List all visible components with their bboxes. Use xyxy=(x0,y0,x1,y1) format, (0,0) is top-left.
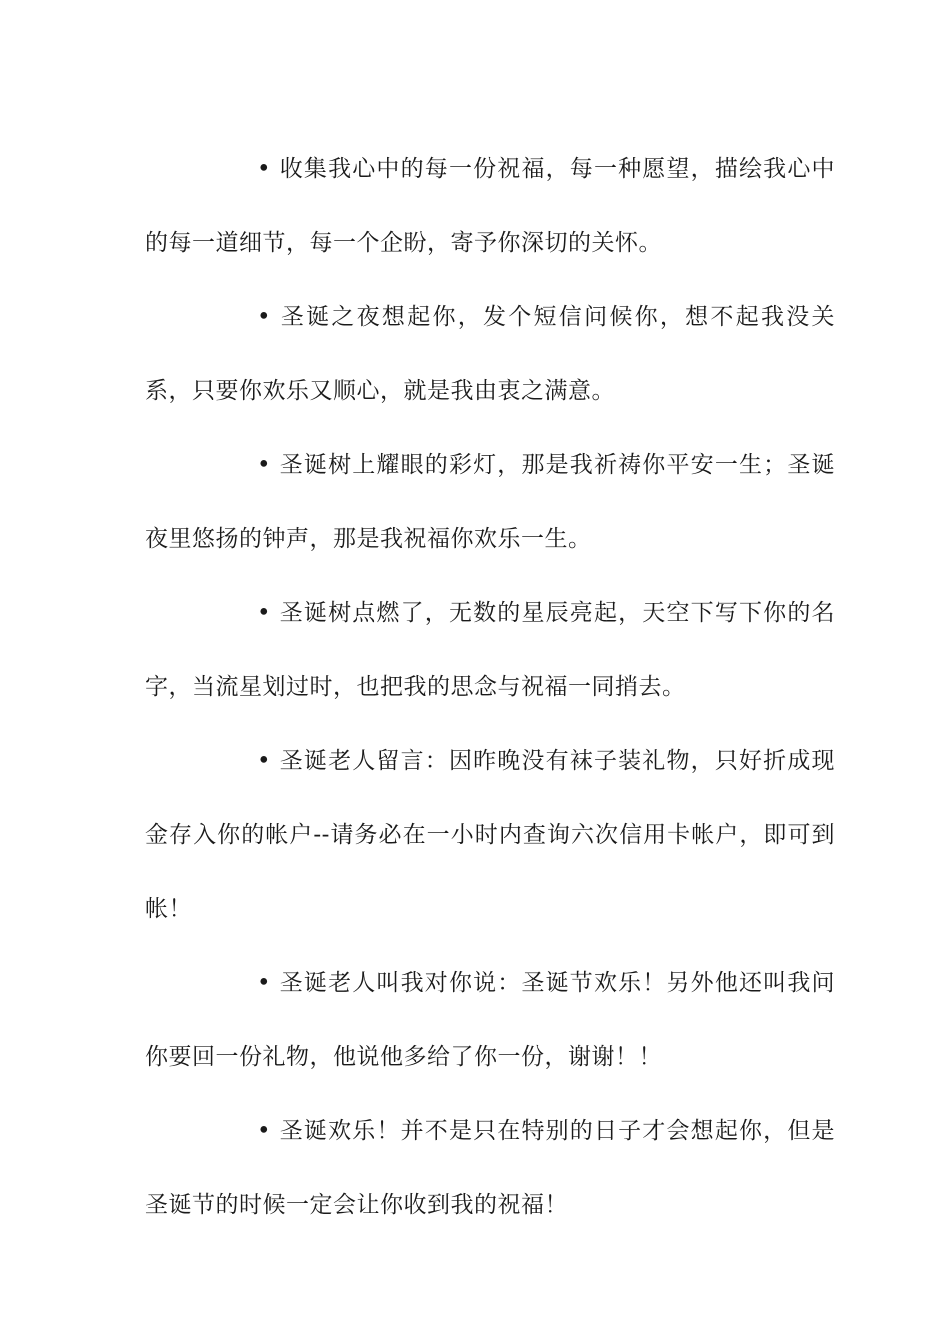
paragraph-text: 圣诞老人叫我对你说：圣诞节欢乐！另外他还叫我问你要回一份礼物，他说他多给了你一份，谢谢！！ xyxy=(145,970,835,1070)
bullet-icon: • xyxy=(257,600,272,626)
paragraph-5 xyxy=(145,724,835,946)
paragraph-6 xyxy=(145,946,835,1094)
bullet-icon: • xyxy=(257,1118,272,1144)
paragraph-text: 圣诞树上耀眼的彩灯，那是我祈祷你平安一生；圣诞夜里悠扬的钟声，那是我祝福你欢乐一生。 xyxy=(145,452,835,552)
bullet-icon: • xyxy=(257,748,272,774)
bullet-icon: • xyxy=(257,156,272,182)
paragraph-3 xyxy=(145,428,835,576)
paragraph-1 xyxy=(145,132,835,280)
bullet-icon: • xyxy=(257,452,272,478)
paragraph-text: 圣诞之夜想起你，发个短信问候你，想不起我没关系，只要你欢乐又顺心，就是我由衷之满意。 xyxy=(145,304,835,404)
paragraph-2 xyxy=(145,280,835,428)
paragraph-4 xyxy=(145,576,835,724)
bullet-icon: • xyxy=(257,304,272,330)
document-body xyxy=(145,132,835,1242)
paragraph-text: 收集我心中的每一份祝福，每一种愿望，描绘我心中的每一道细节，每一个企盼，寄予你深切的关怀。 xyxy=(145,156,835,256)
paragraph-text: 圣诞老人留言：因昨晚没有袜子装礼物，只好折成现金存入你的帐户--请务必在一小时内查询六次信用卡帐户，即可到帐！ xyxy=(145,748,835,922)
paragraph-7 xyxy=(145,1094,835,1242)
paragraph-text: 圣诞树点燃了，无数的星辰亮起，天空下写下你的名字，当流星划过时，也把我的思念与祝福一同捎去。 xyxy=(145,600,835,700)
bullet-icon: • xyxy=(257,970,272,996)
paragraph-text: 圣诞欢乐！并不是只在特别的日子才会想起你，但是圣诞节的时候一定会让你收到我的祝福！ xyxy=(145,1118,835,1218)
